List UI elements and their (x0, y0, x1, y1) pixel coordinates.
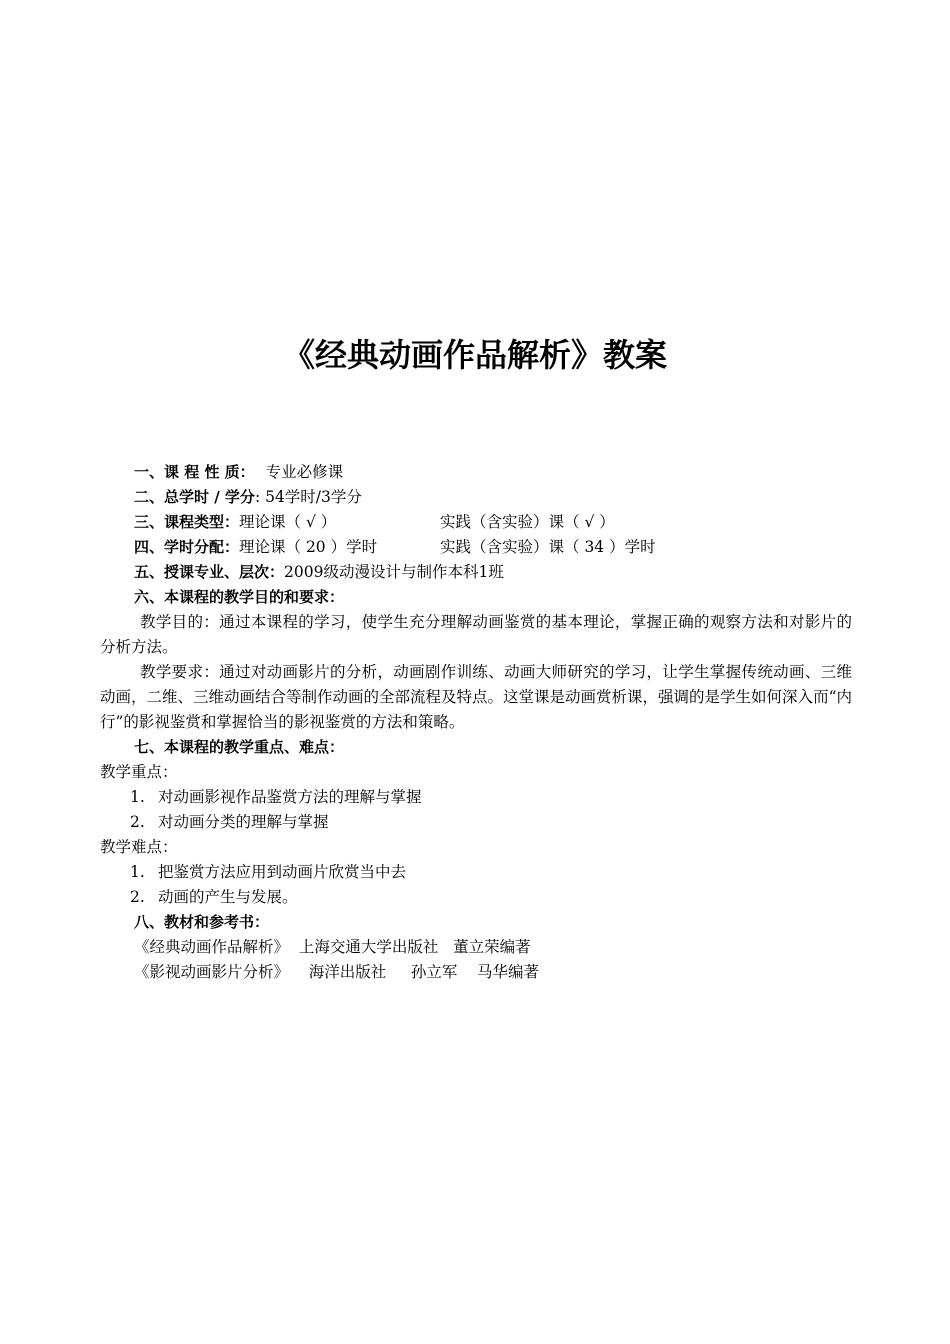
document-title: 《经典动画作品解析》教案 (282, 336, 667, 374)
difficult-points-label: 教学难点： (100, 838, 178, 856)
section-goals-heading (100, 585, 852, 610)
list-number: 2. (130, 888, 145, 906)
section-value: 专业必修课 (265, 463, 344, 481)
goal-text: 通过本课程的学习，使学生充分理解动画鉴赏的基本理论，掌握正确的观察方法和对影片的分析方法。 (100, 613, 852, 656)
section-major-level (100, 560, 852, 585)
list-number: 1. (130, 788, 145, 806)
list-text: 对动画分类的理解与掌握 (158, 813, 329, 831)
requirement-label: 教学要求： (140, 663, 220, 681)
list-text: 把鉴赏方法应用到动画片欣赏当中去 (158, 863, 407, 881)
section-label: 七、本课程的教学重点、难点： (134, 738, 345, 756)
list-item (100, 785, 852, 810)
requirement-text: 通过对动画影片的分析，动画剧作训练、动画大师研究的学习，让学生掌握传统动画、三维动画，二维、三维动画结合等制作动画的全部流程及特点。这堂课是动画赏析课，强调的是学生如何深入而“内行”的影视鉴赏和掌握恰当的影视鉴赏的方法和策略。 (100, 663, 852, 731)
section-label: 六、本课程的教学目的和要求： (134, 588, 345, 606)
list-number: 2. (130, 813, 145, 831)
theory-hours: 理论课（ 20 ）学时 (239, 538, 378, 556)
list-text: 对动画影视作品鉴赏方法的理解与掌握 (158, 788, 422, 806)
section-textbooks-heading (100, 910, 852, 935)
section-course-type (100, 510, 852, 535)
section-label: 四、学时分配： (134, 538, 240, 556)
list-item (100, 860, 852, 885)
section-hour-allocation (100, 535, 852, 560)
section-value: : 54学时/3学分 (254, 488, 362, 506)
section-label: 一、课 程 性 质： (134, 463, 255, 481)
section-credit-hours (100, 485, 852, 510)
list-text: 动画的产生与发展。 (158, 888, 298, 906)
practice-course-type: 实践（含实验）课（ √ ） (440, 513, 615, 531)
list-item (100, 885, 852, 910)
section-label: 八、教材和参考书： (134, 913, 270, 931)
section-course-nature (100, 460, 852, 485)
section-value: 2009级动漫设计与制作本科1班 (284, 563, 504, 581)
theory-course-type: 理论课（ √ ） (239, 513, 337, 531)
list-number: 1. (130, 863, 145, 881)
book-entry: 《经典动画作品解析》 上海交通大学出版社 董立荣编著 (134, 938, 531, 956)
book-entry: 《影视动画影片分析》 海洋出版社 孙立军 马华编著 (134, 963, 540, 981)
section-label: 二、总学时 / 学分 (134, 488, 255, 506)
key-points-label: 教学重点： (100, 763, 178, 781)
goal-label: 教学目的： (140, 613, 220, 631)
teaching-goal-paragraph (100, 610, 852, 660)
section-label: 三、课程类型： (134, 513, 240, 531)
practice-hours: 实践（含实验）课（ 34 ）学时 (440, 538, 656, 556)
section-key-points-heading (100, 735, 852, 760)
section-label: 五、授课专业、层次： (134, 563, 285, 581)
list-item (100, 810, 852, 835)
document-body (100, 460, 852, 985)
teaching-requirement-paragraph (100, 660, 852, 735)
